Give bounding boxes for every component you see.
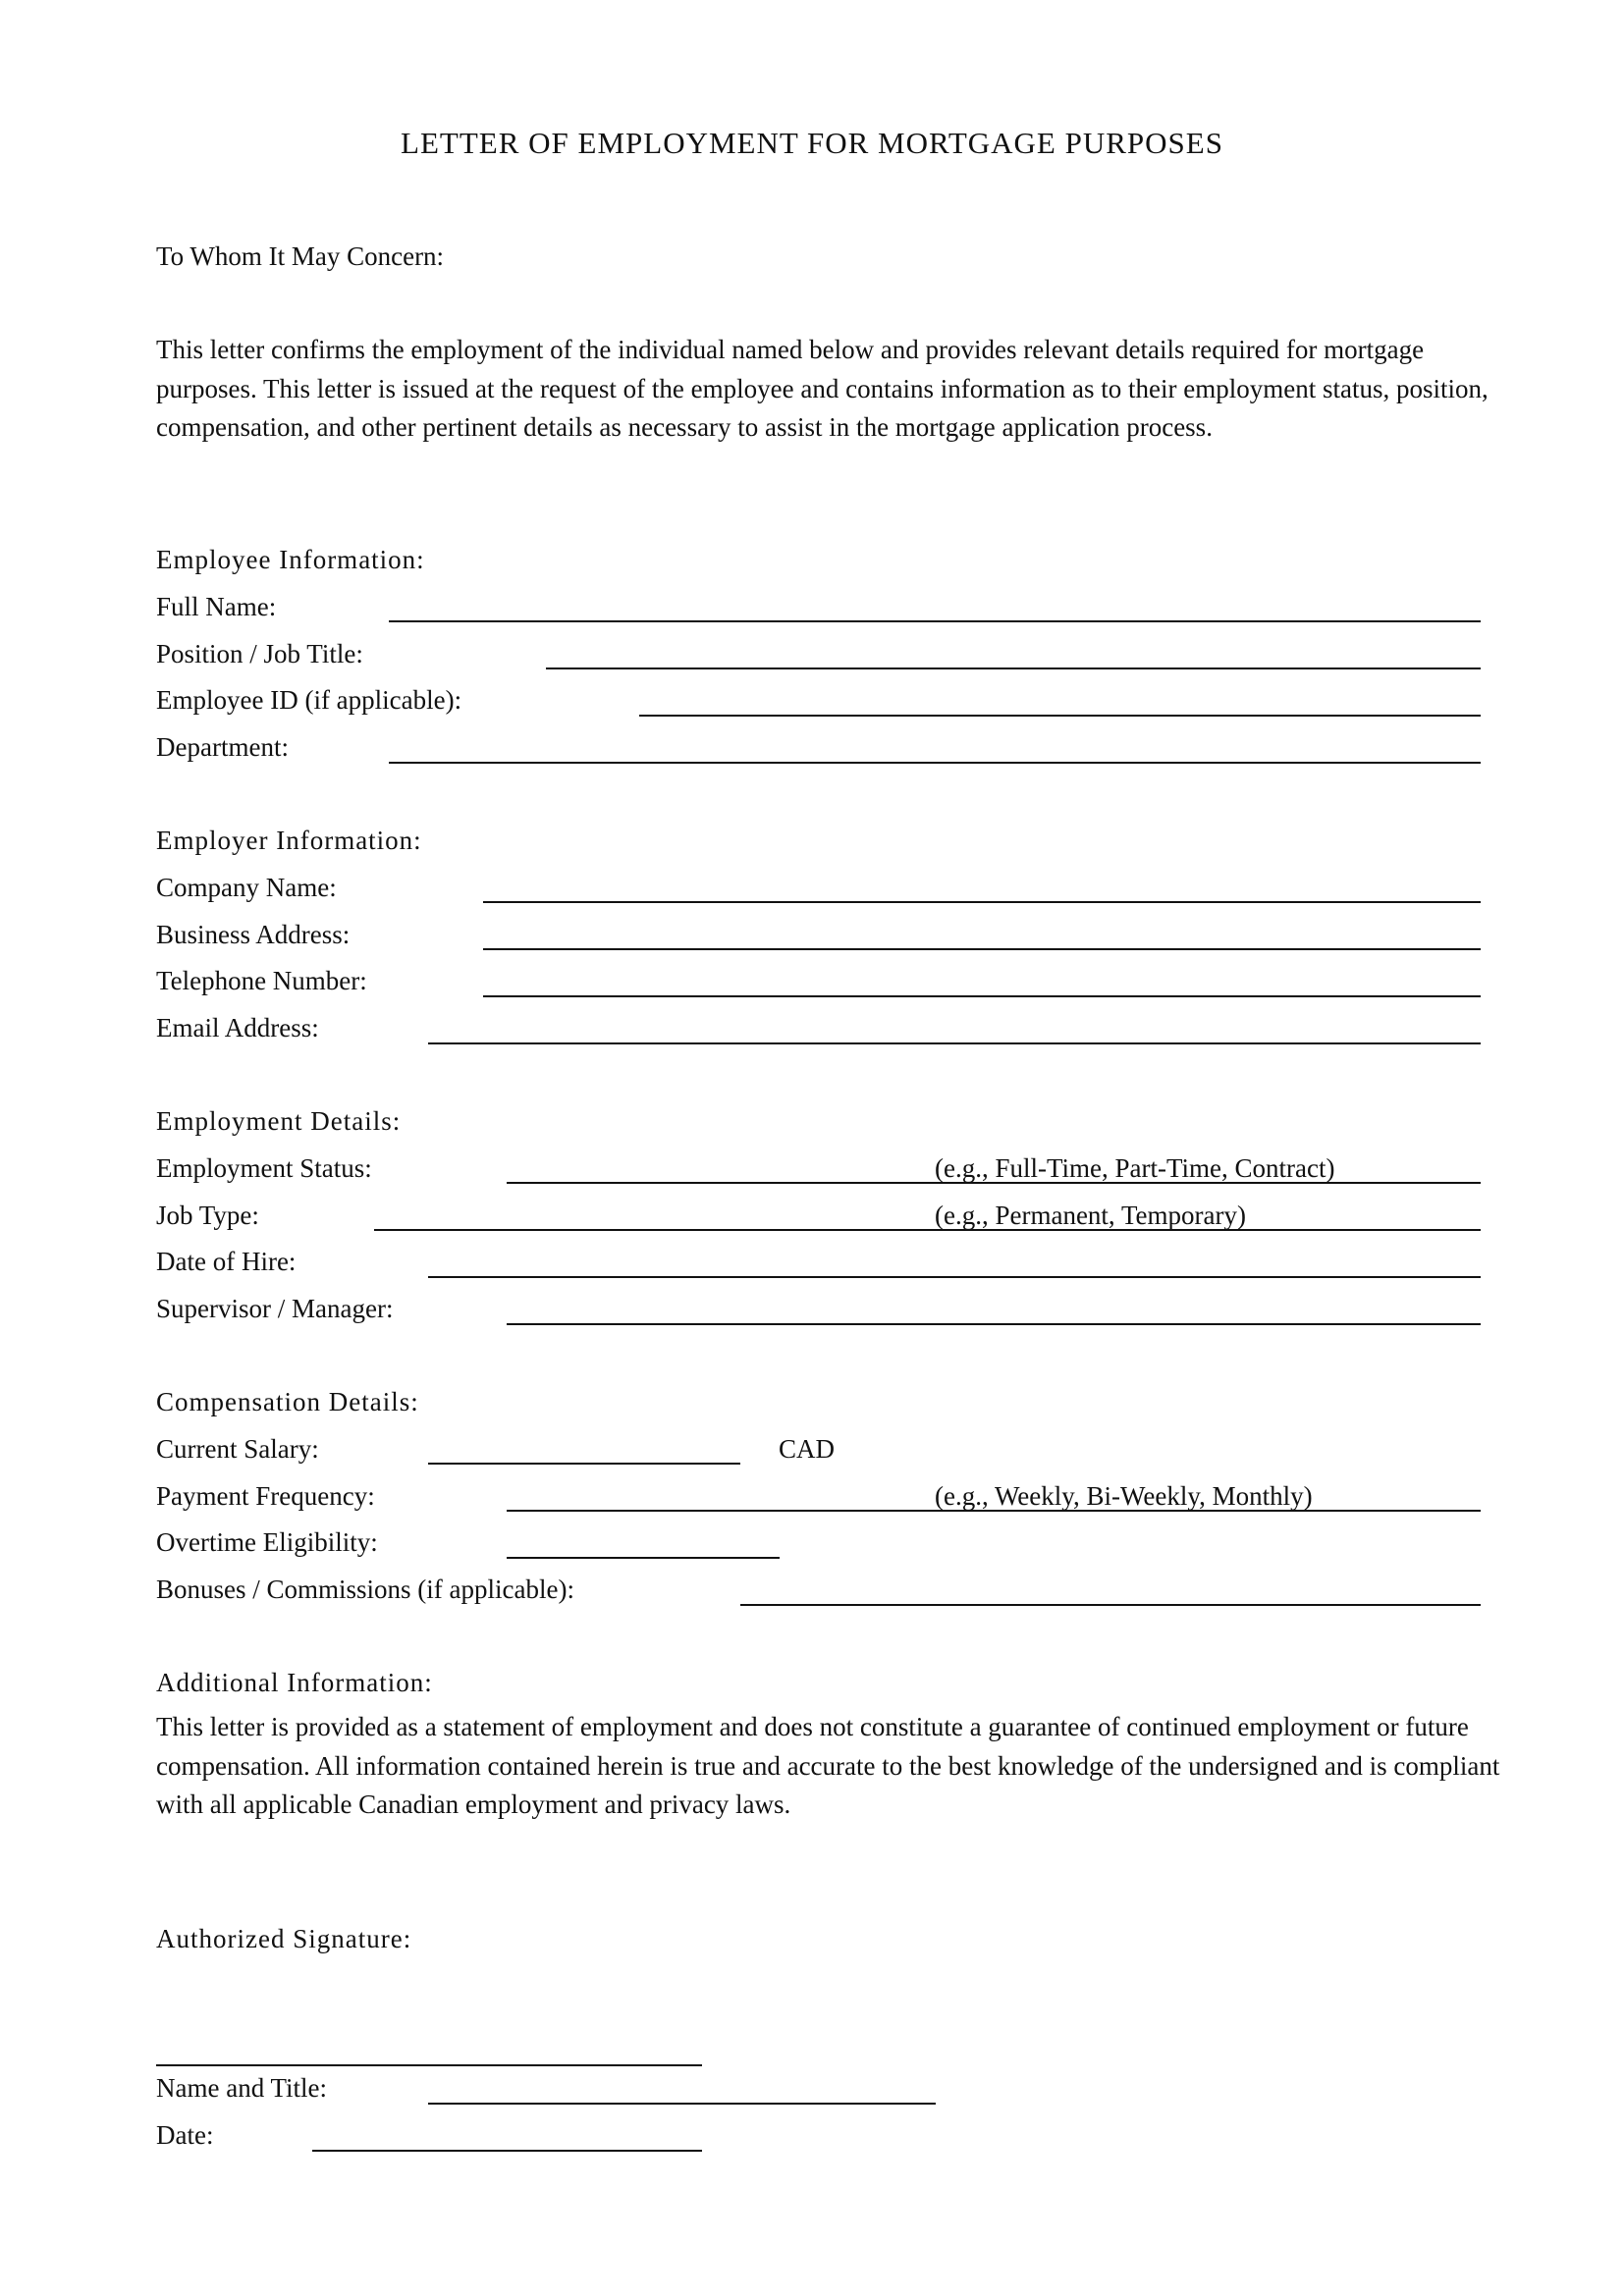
employer-section-heading: Employer Information: [156, 826, 422, 855]
salutation: To Whom It May Concern: [156, 241, 445, 271]
overtime-label: Overtime Eligibility: [156, 1527, 378, 1557]
department-field[interactable] [389, 762, 1481, 764]
salary-field[interactable] [428, 1463, 740, 1465]
department-label: Department: [156, 732, 289, 762]
email-field[interactable] [428, 1042, 1481, 1044]
signature-line[interactable] [156, 2064, 702, 2066]
hire-date-field[interactable] [428, 1276, 1481, 1278]
name-title-label: Name and Title: [156, 2073, 327, 2103]
bonuses-field[interactable] [740, 1604, 1481, 1606]
job-type-hint: (e.g., Permanent, Temporary) [935, 1201, 1246, 1230]
document-title: LETTER OF EMPLOYMENT FOR MORTGAGE PURPOSES [401, 126, 1223, 160]
company-name-label: Company Name: [156, 873, 337, 902]
supervisor-label: Supervisor / Manager: [156, 1294, 394, 1323]
intro-paragraph: This letter confirms the employment of the individual named below and provides relevant details required for mortgage purposes. This letter is issued at the request of the employee and contains information as to their employment status, position, compensation, and other pertinent details as necessary to assist in the mortgage application process. [156, 335, 1489, 442]
employment-status-hint: (e.g., Full-Time, Part-Time, Contract) [935, 1153, 1335, 1183]
additional-section-heading: Additional Information: [156, 1668, 433, 1697]
hire-date-label: Date of Hire: [156, 1247, 297, 1276]
signature-heading: Authorized Signature: [156, 1924, 412, 1953]
job-type-label: Job Type: [156, 1201, 259, 1230]
overtime-field[interactable] [507, 1557, 780, 1559]
company-name-field[interactable] [483, 901, 1481, 903]
supervisor-field[interactable] [507, 1323, 1481, 1325]
position-field[interactable] [546, 667, 1481, 669]
compensation-section-heading: Compensation Details: [156, 1387, 419, 1416]
business-address-field[interactable] [483, 948, 1481, 950]
full-name-label: Full Name: [156, 592, 277, 621]
date-label: Date: [156, 2120, 214, 2150]
salary-label: Current Salary: [156, 1434, 319, 1464]
business-address-label: Business Address: [156, 920, 351, 949]
position-label: Position / Job Title: [156, 639, 363, 668]
additional-paragraph: This letter is provided as a statement of employment and does not constitute a guarantee of continued employment or future compensation. All information contained herein is true and accurate to the best knowledge of the undersigned and is compliant with all applicable Canadian employment and privacy laws. [156, 1712, 1500, 1819]
email-label: Email Address: [156, 1013, 319, 1042]
telephone-field[interactable] [483, 995, 1481, 997]
employment-status-label: Employment Status: [156, 1153, 372, 1183]
telephone-label: Telephone Number: [156, 966, 367, 995]
job-type-field[interactable] [374, 1229, 1481, 1231]
date-field[interactable] [312, 2150, 702, 2152]
full-name-field[interactable] [389, 620, 1481, 622]
employee-id-label: Employee ID (if applicable): [156, 685, 462, 715]
employee-id-field[interactable] [639, 715, 1481, 717]
salary-currency: CAD [779, 1434, 836, 1464]
employee-section-heading: Employee Information: [156, 545, 425, 574]
bonuses-label: Bonuses / Commissions (if applicable): [156, 1575, 574, 1604]
name-title-field[interactable] [428, 2103, 936, 2105]
payment-frequency-hint: (e.g., Weekly, Bi-Weekly, Monthly) [935, 1481, 1313, 1511]
payment-frequency-label: Payment Frequency: [156, 1481, 375, 1511]
employment-section-heading: Employment Details: [156, 1106, 402, 1136]
